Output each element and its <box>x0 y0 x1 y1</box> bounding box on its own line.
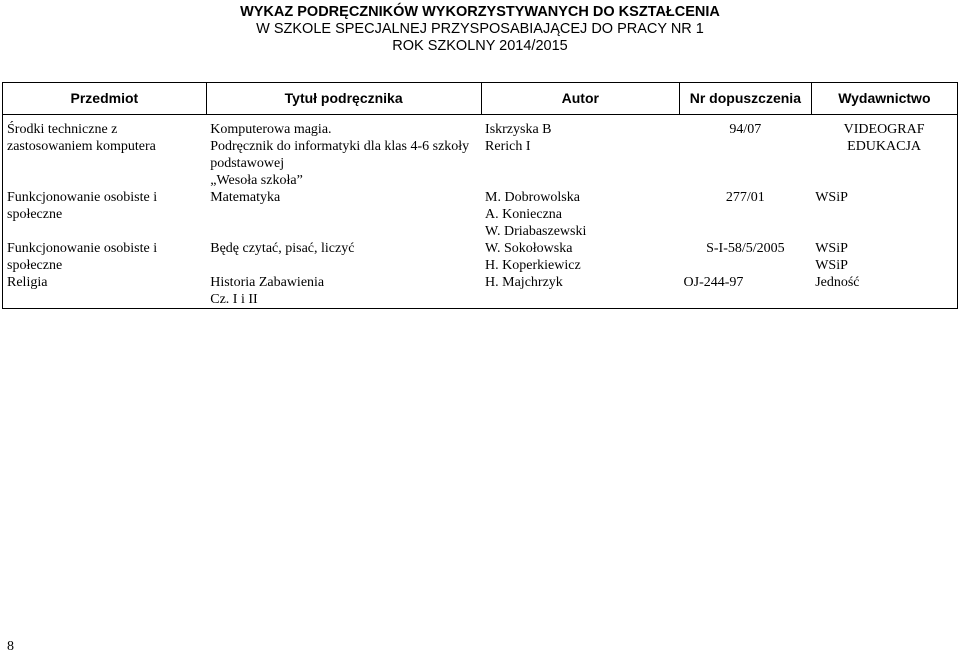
author-line: H. Koperkiewicz <box>485 258 581 273</box>
cell-author <box>481 115 680 190</box>
cell-number: 94/07 <box>729 122 762 137</box>
author-line: Rerich I <box>485 139 531 154</box>
author-line: M. Dobrowolska <box>485 190 580 205</box>
table-row <box>3 115 958 190</box>
title-line: Historia Zabawienia <box>210 275 325 290</box>
title-line: Cz. I i II <box>210 292 258 307</box>
table-row <box>3 274 958 309</box>
column-header-title: Tytuł podręcznika <box>206 83 481 115</box>
cell-subject: Funkcjonowanie osobiste i społeczne <box>7 190 158 222</box>
textbook-table <box>2 82 958 309</box>
cell-title <box>206 115 481 190</box>
cell-publisher: WSiP <box>815 190 848 205</box>
author-line: Iskrzyska B <box>485 122 552 137</box>
document-subtitle-school: W SZKOLE SPECJALNEJ PRZYSPOSABIAJĄCEJ DO PRACY NR 1 <box>256 21 704 37</box>
cell-publisher <box>811 240 957 274</box>
cell-subject: Środki techniczne z zastosowaniem komputera <box>7 122 156 154</box>
column-header-number: Nr dopuszczenia <box>680 83 812 115</box>
author-line: A. Konieczna <box>485 207 562 222</box>
cell-publisher: VIDEOGRAF EDUKACJA <box>843 122 925 154</box>
column-header-author: Autor <box>481 83 680 115</box>
cell-title: Będę czytać, pisać, liczyć <box>210 241 355 256</box>
cell-number: OJ-244-97 <box>683 275 744 290</box>
cell-subject: Funkcjonowanie osobiste i społeczne <box>7 241 158 273</box>
column-header-publisher: Wydawnictwo <box>811 83 957 115</box>
table-row <box>3 189 958 240</box>
cell-title: Matematyka <box>210 190 281 205</box>
document-subtitle-year: ROK SZKOLNY 2014/2015 <box>392 38 568 54</box>
title-line: Podręcznik do informatyki dla klas 4-6 szkoły podstawowej <box>210 139 470 171</box>
publisher-line: WSiP <box>815 258 848 273</box>
page-number: 8 <box>7 639 14 654</box>
cell-publisher: Jedność <box>815 275 860 290</box>
column-header-subject: Przedmiot <box>3 83 207 115</box>
title-line: „Wesoła szkoła” <box>210 173 303 188</box>
author-line: W. Driabaszewski <box>485 224 587 239</box>
cell-author <box>481 240 680 274</box>
cell-author: H. Majchrzyk <box>485 275 563 290</box>
table-header-row <box>3 83 958 115</box>
cell-title <box>206 274 481 309</box>
document-title: WYKAZ PODRĘCZNIKÓW WYKORZYSTYWANYCH DO KSZTAŁCENIA <box>240 4 720 20</box>
table-row <box>3 240 958 274</box>
author-line: W. Sokołowska <box>485 241 573 256</box>
title-line: Komputerowa magia. <box>210 122 332 137</box>
cell-subject: Religia <box>7 275 48 290</box>
cell-author <box>481 189 680 240</box>
cell-number: S-I-58/5/2005 <box>706 241 785 256</box>
cell-number: 277/01 <box>725 190 765 205</box>
publisher-line: WSiP <box>815 241 848 256</box>
